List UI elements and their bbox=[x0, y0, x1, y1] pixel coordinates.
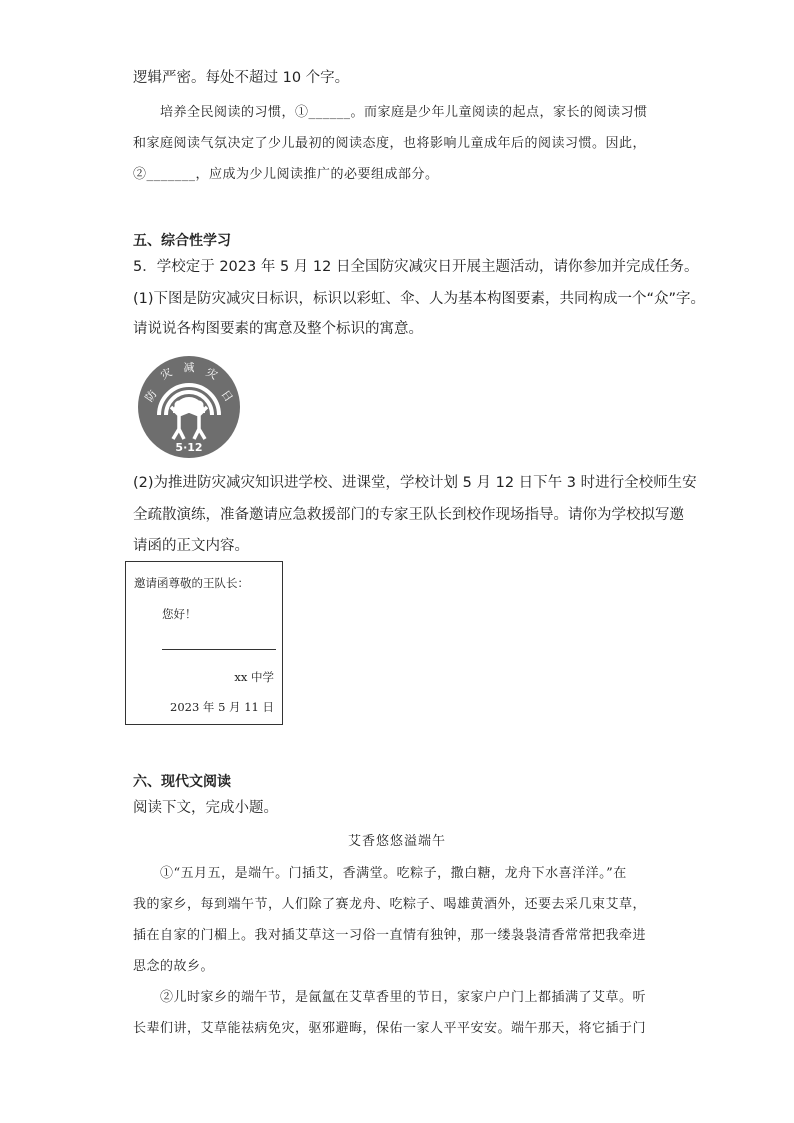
q4-lead: 逻辑严密。每处不超过 10 个字。 bbox=[133, 70, 350, 86]
q5-1-line-b: 请说说各构图要素的寓意及整个标识的寓意。 bbox=[133, 321, 423, 337]
letter-signature: xx 中学 bbox=[234, 670, 274, 684]
passage-line-2: 和家庭阅读气氛决定了少儿最初的阅读态度，也将影响儿童成年后的阅读习惯。因此， bbox=[133, 136, 647, 151]
passage-line-1: 培养全民阅读的习惯，①______。而家庭是少年儿童阅读的起点，家长的阅读习惯 bbox=[160, 105, 648, 120]
letter-greeting: 您好！ bbox=[162, 607, 197, 621]
letter-date: 2023 年 5 月 11 日 bbox=[170, 700, 274, 714]
q5-2-line-c: 请函的正文内容。 bbox=[133, 538, 249, 554]
section6-heading: 六、现代文阅读 bbox=[133, 774, 231, 790]
article-line-5: ②儿时家乡的端午节，是氤氲在艾草香里的节日，家家户户门上都插满了艾草。听 bbox=[160, 990, 647, 1005]
logo-char-1: 防 bbox=[142, 387, 160, 405]
disaster-prevention-logo bbox=[137, 355, 241, 459]
passage-line-3: ②_______，应成为少儿阅读推广的必要组成部分。 bbox=[133, 167, 439, 182]
article-line-4: 思念的故乡。 bbox=[133, 959, 215, 974]
logo-char-2: 灾 bbox=[158, 365, 175, 383]
letter-body-blank[interactable] bbox=[162, 648, 276, 650]
invitation-letter-box bbox=[125, 561, 283, 725]
q5-1-line-a: (1)下图是防灾减灾日标识，标识以彩虹、伞、人为基本构图要素，共同构成一个“众”字。 bbox=[133, 291, 706, 307]
logo-date: 5·12 bbox=[175, 441, 203, 454]
letter-salutation: 邀请函尊敬的王队长： bbox=[134, 576, 249, 590]
article-line-2: 我的家乡，每到端午节，人们除了赛龙舟、吃粽子、喝雄黄酒外，还要去采几束艾草， bbox=[133, 897, 647, 912]
section6-instruction: 阅读下文，完成小题。 bbox=[133, 800, 278, 816]
article-line-3: 插在自家的门楣上。我对插艾草这一习俗一直情有独钟，那一缕袅袅清香常常把我牵进 bbox=[133, 928, 647, 943]
logo-char-3: 减 bbox=[183, 361, 195, 374]
logo-char-5: 日 bbox=[218, 387, 236, 405]
article-line-1: ①“五月五，是端午。门插艾，香满堂。吃粽子，撒白糖，龙舟下水喜洋洋。”在 bbox=[160, 866, 627, 881]
logo-char-4: 灾 bbox=[203, 365, 220, 383]
article-title: 艾香悠悠溢端午 bbox=[347, 834, 446, 849]
q5-2-line-b: 全疏散演练，准备邀请应急救援部门的专家王队长到校作现场指导。请你为学校拟写邀 bbox=[133, 507, 684, 523]
q5-stem: 5．学校定于 2023 年 5 月 12 日全国防灾减灾日开展主题活动，请你参加并完成任务。 bbox=[133, 259, 699, 275]
article-line-6: 长辈们讲，艾草能祛病免灾，驱邪避晦，保佑一家人平平安安。端午那天，将它插于门 bbox=[133, 1021, 647, 1036]
section5-heading: 五、综合性学习 bbox=[133, 233, 231, 249]
q5-2-line-a: (2)为推进防灾减灾知识进学校、进课堂，学校计划 5 月 12 日下午 3 时进行全校师生安 bbox=[133, 475, 697, 491]
